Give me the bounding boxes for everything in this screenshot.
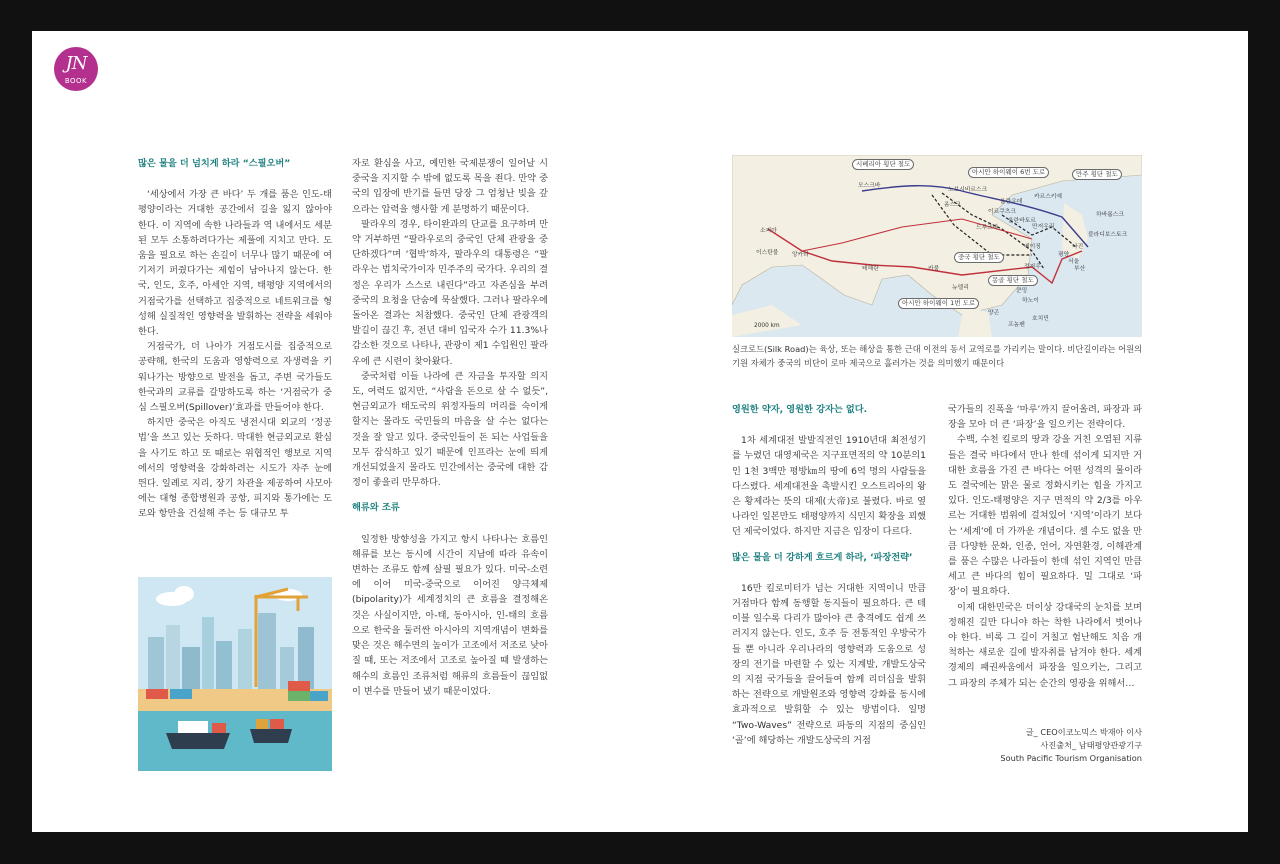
barge-cargo [270,719,284,729]
paragraph: 하지만 중국은 아직도 냉전시대 외교의 ‘정공법’을 쓰고 있는 듯하다. 막대한 현금외교로 환심을 사기도 하고 또 때로는 위협적인 행보로 지역에서의 영향력을 강화하려는 시도가 자주 눈에 띈다. 일례로 지리, 장기 차관을 제공하여 사모아에는 대형 종합병원과 공항, 피지와 통가에는 도로와 항만을 건설해 주는 등 대규모 투 [138,417,332,520]
label-asian-highway-6: 아시안 하이웨이 6번 도로 [968,167,1049,178]
cloud [174,586,194,602]
column-4 [948,402,1142,691]
city-label: 평양 [1058,252,1070,258]
label-siberian-railway: 시베리아 횡단 철도 [852,159,914,170]
city-port-illustration [138,577,332,771]
logo-sub: BOOK [64,77,88,85]
city-label: 하노이 [1022,298,1039,304]
city-label: 앙카라 [792,252,809,258]
label-manchurian-railway: 만주 횡단 철도 [1072,169,1122,180]
credit-author: 글_ CEO이코노믹스 박재아 이사 [1025,727,1142,737]
city-label: 만저우리 [1032,224,1055,230]
section-heading-spillover: 많은 물을 더 넘치게 하라 “스필오버” [138,158,291,169]
paragraph: ‘세상에서 가장 큰 바다’ 두 개를 품은 인도-태평양이라는 거대한 공간에서 길을 잃지 않아야 한다. 이 지역에 속한 나라들과 역 내에서도 세분된 모두 소통하려다가는 제풀에 지치고 만다. 도움을 필요로 하는 손길이 너무나 많기 때문에 여기저기 퍼줬다가는 제힘이 남아나지 않는다. 한국, 인도, 호주, 아세안 지역, 태평양 지역에서의 거점국가를 선택하고 집중적으로 네트워크를 형성해 실질적인 영향력을 발휘하는 전략을 세워야 한다. [138,189,332,338]
city-label: 이스탄불 [756,250,779,256]
paragraph: 일정한 방향성을 가지고 항시 나타나는 흐름인 해류를 보는 동시에 시간이 지남에 따라 유속이 변하는 조류도 함께 살필 필요가 있다. 미국-소련에 이어 미국-중국으로 이어진 양극체제(bipolarity)가 세계정치의 큰 흐름을 결정해온 것은 사실이지만, 아-태, 동아시아, 인-태의 흐름으로 한국을 둘러싼 아시아의 지역개념이 변화를 맞은 것은 해수면의 높이가 고조에서 저조로 낮아질 때, 또는 저조에서 고조로 높아질 때 발생하는 해수의 흐름인 조류처럼 해류의 흐름들이 끊임없이 변수를 만들어 냈기 때문이었다. [352,533,548,697]
city-label: 울란바토르 [1008,218,1036,224]
credit-photo-source: 사진출처_ 남태평양관광기구 [1040,740,1142,751]
section-heading-currents: 해류와 조류 [352,502,400,514]
section-heading-wave-strategy: 많은 물을 더 강하게 흐르게 하라, ‘파장전략’ [732,551,913,563]
map-caption: 실크로드(Silk Road)는 육상, 또는 해상을 통한 근대 이전의 동서 교역로를 가리키는 말이다. 비단길이라는 어원의 기원 자체가 중국의 비단이 로마 제국으로 흘러가는 것을 의미했기 때문이다 [732,344,1143,368]
paragraph: 거점국가, 더 나아가 거점도시를 집중적으로 공략해, 한국의 도움과 영향력으로 자생력을 키워나가는 방향으로 발전을 돕고, 주변 국가들도 한국과의 교류를 갈망하도록 하는 ‘거점국가 중심 스필오버(Spillover)’효과를 만들어야 한다. [138,341,332,414]
label-mongolian-railway: 몽골 횡단 철도 [988,275,1038,286]
city-label: 블라디보스토크 [1088,232,1128,238]
ship-cargo [212,723,226,733]
city-label: 울란우데 [1000,199,1023,205]
city-label: 서울 [1068,259,1080,265]
paragraph: 수백, 수천 킬로의 땅과 강을 거친 오염된 지류들은 결국 바다에서 만나 한데 섞이게 되지만 거대한 흐름을 가진 큰 바다는 어떤 성격의 물이라도 결국에는 맑은 물로 정화시키는 힘을 가지고 있다. 인도-태평양은 지구 면적의 약 2/3를 아우르는 거대한 범위에 걸쳐있어 ‘지역’이라기 보다는 ‘세계’에 더 가까운 개념이다. 셀 수도 없을 만큼 다양한 문화, 인종, 언어, 자연환경, 이해관계를 품은 수많은 나라들이 한데 섞인 지역인 만큼 세고 큰 바다의 힘이 필요하다. 밀 그대로 ‘파장’이 필요하다. [948,434,1142,598]
map-scale: 2000 km [754,323,780,329]
city-label: 하바롭스크 [1096,212,1124,218]
city-label: 베이징 [1024,244,1041,250]
container [170,689,192,699]
city-label: 쿤밍 [1016,288,1028,294]
paragraph: 자로 환심을 사고, 예민한 국제분쟁이 일어날 시 중국을 지지할 수 밖에 없도록 목을 죈다. 만약 중국의 입장에 반기를 들면 당장 그 엄청난 빚을 갚으라는 압력을 행사할 게 분명하기 때문이다. [352,158,548,215]
container [288,681,310,691]
paragraph: 국가들의 진폭을 ‘마루’까지 끌어올려, 파장과 파장을 모아 더 큰 ‘파장’을 일으키는 전략이다. [948,404,1142,431]
article-credits [1000,726,1142,766]
paragraph: 중국처럼 이들 나라에 큰 자금을 투자할 의지도, 여력도 없지만, “사람을 돈으로 살 수 없듯”, 현금외교가 태도국의 위정자들의 머리를 숙이게 할지는 몰라도 국민들의 마음을 살 수는 없다는 것을 잘 알고 있다. 중국인들이 돈 되는 사업들을 모두 잠식하고 있기 때문에 인프라는 눈에 띄게 개선되었을지 몰라도 민간에서는 중국에 대한 감정이 좋을리 만무하다. [352,370,548,489]
label-china-railway: 중국 횡단 철도 [954,252,1004,263]
container [146,689,168,699]
city-label: 뉴델리 [952,285,969,291]
section-heading-no-eternal-weak: 영원한 약자, 영원한 강자는 없다. [732,404,868,415]
city-label: 양곤 [988,310,1000,316]
barge-hull [250,729,292,743]
city-label: 모스크바 [858,183,881,189]
water [138,711,332,771]
city-label: 소피아 [760,228,777,234]
ship-hull [166,733,230,749]
label-asian-highway-1: 아시안 하이웨이 1번 도로 [898,298,979,309]
city-label: 프놈펜 [1008,322,1025,328]
city-label: 옴스크 [944,202,961,208]
ship-cabin [178,721,208,733]
city-label: 부산 [1074,266,1086,272]
logo-mark: JN [65,53,87,74]
city-label: 나진 [1072,244,1084,250]
city-label: 이르쿠츠크 [988,209,1016,215]
land-mass [732,305,802,337]
paragraph: 팔라우의 경우, 타이완과의 단교를 요구하며 만약 거부하면 “팔라우로의 중국인 단체 관광을 중단하겠다”며 ‘협박’하자, 팔라우의 대통령은 “팔라우는 법치국가이자 민주주의 국가다. 우리의 결정은 우리가 스스로 내린다”라고 자존심을 부려 중국의 요청을 단숨에 묵살했다. 그러나 팔라우에 돌아온 결과는 처참했다. 중국인 단체 관광객의 발길이 끊긴 후, 전년 대비 입국자 수가 11.3%나 감소한 것으로 나타나, 관광이 제1 수입원인 팔라우에 큰 시련이 찾아왔다. [352,218,548,367]
city-label: 테헤란 [862,266,879,272]
paragraph: 16만 킬로미터가 넘는 거대한 지역이니 만큼 거점마다 함께 동행할 동지들이 필요하다. 큰 테이블 일수록 다리가 많아야 큰 충격에도 쉽게 쓰러지지 않는다. 인도, 호주 등 전통적인 우방국가들 뿐 아니라 우리나라의 영향력과 도움으로 성장의 전기를 마련할 수 있는 지계발, 개발도상국의 지점 국가들을 끌어들여 함께 리더십을 발휘하는 전략으로 개발원조와 영향력 강화를 동시에 효과적으로 발휘할 수 있는 방법이다. 일명 “Two-Waves” 전략으로 파동의 지점의 중심인 ‘골’에 해당하는 개발도상국의 거점 [732,582,926,746]
city-label: 정저우 [1024,264,1041,270]
city-label: 노보시비르스크 [948,187,988,193]
magazine-spread [32,31,1248,832]
city-label: 호치민 [1032,316,1049,322]
column-3 [732,402,926,748]
column-2 [352,156,548,699]
jn-book-logo [54,47,98,91]
barge-cargo [256,719,268,729]
container [288,691,310,701]
silk-road-map [732,155,1142,337]
container [310,691,328,701]
city-label: 드루즈바 [976,225,999,231]
paragraph: 이제 대한민국은 더이상 강대국의 눈치를 보며 정해진 길만 다니야 하는 착한 나라에서 벗어나야 한다. 비록 그 길이 거칠고 험난해도 치음 개척하는 새로운 길에 발자취를 남겨야 한다. 세계 경제의 패권싸움에서 파장을 일으키는, 그리고 그 파장의 주체가 되는 순간의 영광을 위해서… [948,601,1142,689]
column-1 [138,156,332,522]
city-label: 카르스키예 [1034,194,1062,200]
credit-organisation: South Pacific Tourism Organisation [1000,753,1142,764]
paragraph: 1차 세계대전 발발직전인 1910년대 최전성기를 누렸던 대영제국은 지구표면적의 약 10분의1인 1천 3백만 평방㎞의 땅에 6억 명의 사람들을 다스렸다. 세계대전을 촉발시킨 오스트리아의 왕은 황제라는 뜻의 대제(大帝)로 불렸다. 바로 옆 나라인 일본만도 태평양까지 식민지 확장을 꾀했던 제국이었다. 하지만 지금은 입장이 다르다. [732,435,926,538]
city-label: 카불 [928,266,940,272]
